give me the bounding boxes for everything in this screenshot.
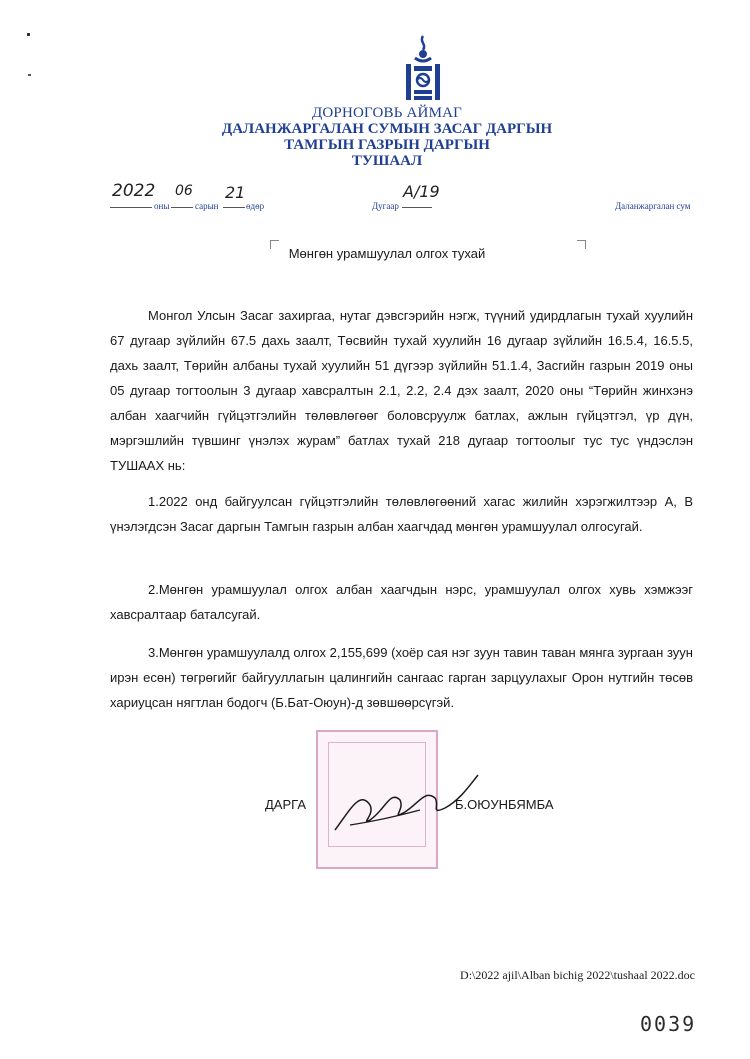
year-value: 2022: [112, 181, 156, 201]
number-value: А/19: [403, 182, 440, 201]
file-path: D:\2022 ajil\Alban bichig 2022\tushaal 2022.doc: [460, 968, 695, 982]
year-suffix: оны: [154, 201, 170, 211]
header-doc-type: ТУШААЛ: [351, 153, 423, 169]
scan-mark: [28, 74, 31, 76]
header-line3: ТАМГЫН ГАЗРЫН ДАРГЫН: [284, 137, 490, 153]
item-3: 3.Мөнгөн урамшуулалд олгох 2,155,699 (хоёр сая нэг зуун тавин таван мянга зургаан зуун ирэн есөн) төгрөгийг байгууллагын цалингийн сангаас гарган зарцуулахыг Орон нутгийн төсөв хариуцсан нягтлан бодогч (Б.Бат-Оюун)-д зөвшөөрсүгэй.: [110, 645, 693, 710]
header-line2: ДАЛАНЖАРГАЛАН СУМЫН ЗАСАГ ДАРГЫН: [221, 121, 553, 137]
state-emblem-icon: [403, 34, 443, 104]
item-1: 1.2022 онд байгуулсан гүйцэтгэлийн төлөвлөгөөний хагас жилийн хэрэгжилтээр А, В үнэлэгдсэн Засаг даргын Тамгын газрын албан хаагчдад мөнгөн урамшуулал олгосугай.: [110, 494, 693, 534]
place: Даланжаргалан сум: [615, 201, 691, 211]
month-suffix: сарын: [195, 201, 219, 211]
day-suffix: өдөр: [246, 201, 265, 211]
number-label: Дугаар: [372, 201, 399, 211]
document-title: Мөнгөн урамшуулал олгох тухай: [288, 246, 486, 261]
signer-name: Б.ОЮУНБЯМБА: [455, 797, 554, 812]
preamble: Монгол Улсын Засаг захиргаа, нутаг дэвсгэрийн нэгж, түүний удирдлагын тухай хуулийн 67 дугаар зүйлийн 67.5 дахь заалт, Төсвийн тухай хуулийн 16 дугаар зүйлийн 16.5.4, 16.5.5, дахь заалт, Төрийн албаны тухай хуулийн 51 дүгээр зүйлийн 51.1.4, Засгийн газрын 2019 оны 05 дугаар тогтоолын 3 дугаар хавсралтын 2.1, 2.2, 2.4 дэх заалт, 2020 оны “Төрийн жинхэнэ албан хаагчийн гүйцэтгэлийн төлөвлөгөөг боловсруулж батлах, ажлын гүйцэтгэл, үр дүн, мэргэшлийн түвшинг үнэлэх журам” батлах тухай 218 дугаар тогтоолыг тус тус үндэслэн ТУШААХ нь:: [110, 308, 693, 473]
scan-mark: [27, 33, 30, 36]
month-value: 06: [175, 183, 193, 199]
item-2: 2.Мөнгөн урамшуулал олгох албан хаагчдын нэрс, урамшуулал олгох хувь хэмжээг хавсралтаар баталсугай.: [110, 582, 693, 622]
signer-position: ДАРГА: [265, 797, 306, 812]
header-aimag: ДОРНОГОВЬ АЙМАГ: [311, 105, 463, 121]
serial-number: 0039: [640, 1012, 697, 1036]
day-value: 21: [225, 183, 246, 202]
